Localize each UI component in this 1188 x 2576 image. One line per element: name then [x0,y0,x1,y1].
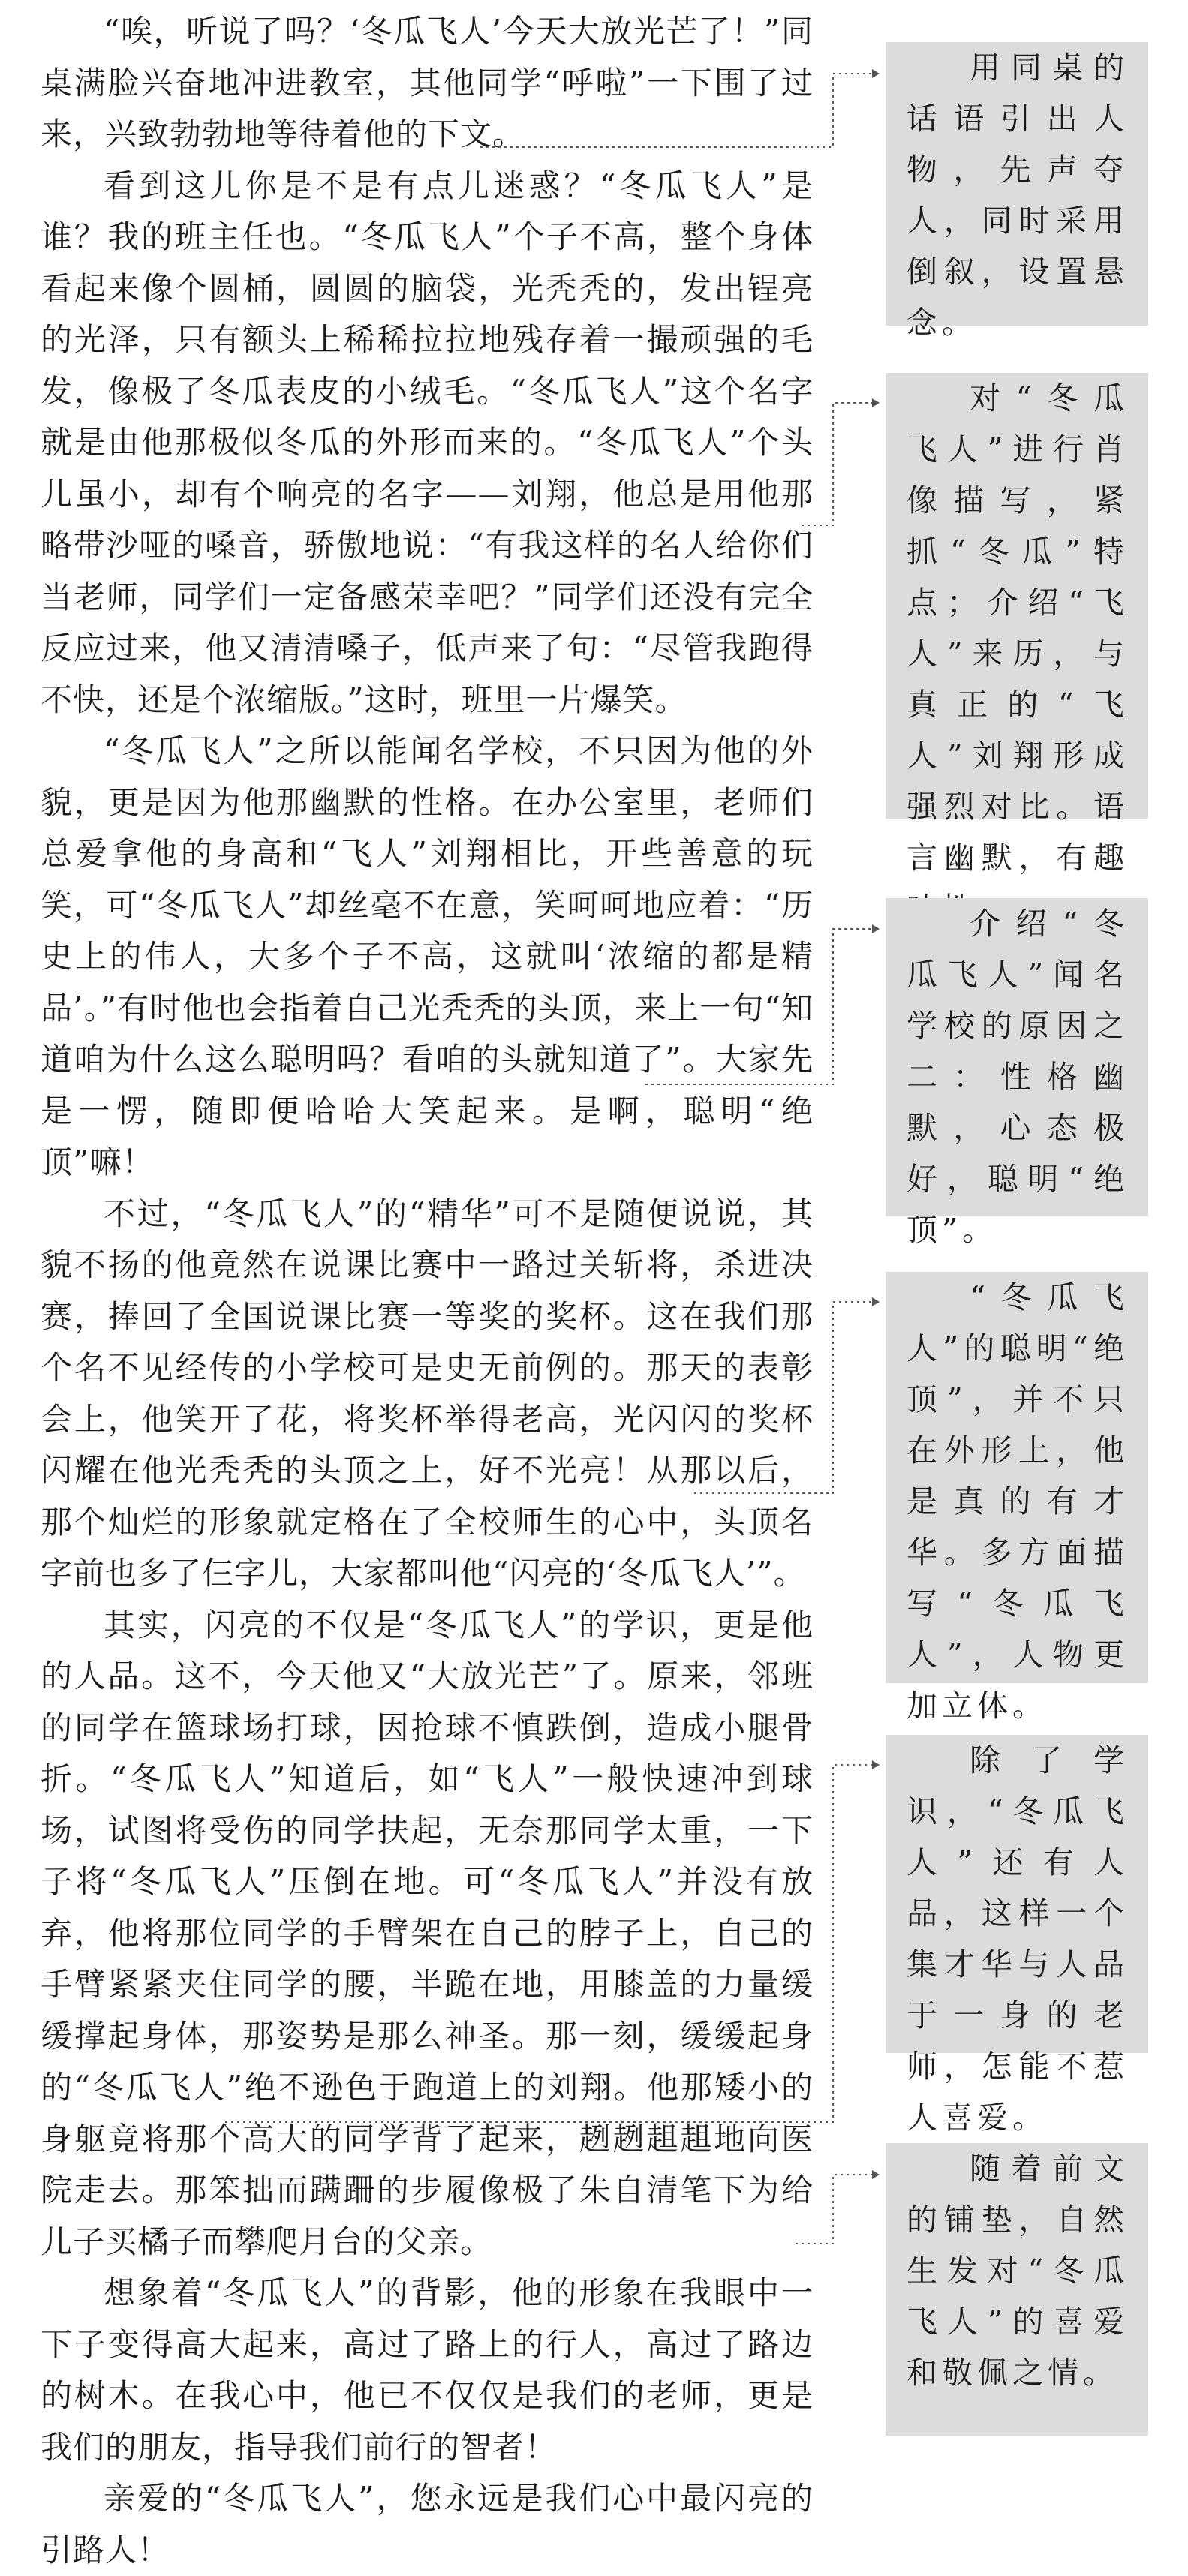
arrowhead-4 [872,1297,880,1306]
arrowhead-5 [872,1760,880,1769]
connector-3 [645,929,877,1084]
annotation-note-text: 随着前文的铺垫，自然生发对“冬瓜飞人”的喜爱和敬佩之情。 [907,2151,1129,2391]
annotation-note-6 [886,2143,1148,2436]
essay-paragraph-3: “冬瓜飞人”之所以能闻名学校，不只因为他的外貌，更是因为他那幽默的性格。在办公室里，老师们总爱拿他的身高和“飞人”刘翔相比，开些善意的玩笑，可“冬瓜飞人”却丝毫不在意，笑呵呵地应着：“历史上的伟人，大多个子不高，这就叫‘浓缩的都是精品’。”有时他也会指着自己光秃秃的头顶，来上一句“知道咱为什么这么聪明吗？看咱的头就知道了”。大家先是一愣，随即便哈哈大笑起来。是啊，聪明“绝顶”嘛！ [41,732,814,1180]
essay-paragraph-7: 亲爱的“冬瓜飞人”，您永远是我们心中最闪亮的引路人！ [41,2480,814,2568]
annotation-note-text: 除了学识，“冬瓜飞人”还有人品，这样一个集才华与人品于一身的老师，怎能不惹人喜爱。 [907,1742,1129,2136]
arrowhead-6 [872,2170,880,2179]
arrowhead-3 [872,924,880,933]
connector-4 [694,1302,877,1493]
essay-paragraph-1: “唉，听说了吗？‘冬瓜飞人’今天大放光芒了！”同桌满脸兴奋地冲进教室，其他同学“呼啦”一下围了过来，兴致勃勃地等待着他的下文。 [41,13,814,152]
essay-paragraph-2: 看到这儿你是不是有点儿迷惑？“冬瓜飞人”是谁？我的班主任也。“冬瓜飞人”个子不高，整个身体看起来像个圆桶，圆圆的脑袋，光秃秃的，发出锃亮的光泽，只有额头上稀稀拉拉地残存着一撮顽强的毛发，像极了冬瓜表皮的小绒毛。“冬瓜飞人”这个名字就是由他那极似冬瓜的外形而来的。“冬瓜飞人”个头儿虽小，却有个响亮的名字——刘翔，他总是用他那略带沙哑的嗓音，骄傲地说：“有我这样的名人给你们当老师，同学们一定备感荣幸吧？”同学们还没有完全反应过来，他又清清嗓子，低声来了句：“尽管我跑得不快，还是个浓缩版。”这时，班里一片爆笑。 [41,167,814,718]
essay-paragraph-5: 其实，闪亮的不仅是“冬瓜飞人”的学识，更是他的人品。这不，今天他又“大放光芒”了。原来，邻班的同学在篮球场打球，因抢球不慎跌倒，造成小腿骨折。“冬瓜飞人”知道后，如“飞人”一般快速冲到球场，试图将受伤的同学扶起，无奈那同学太重，一下子将“冬瓜飞人”压倒在地。可“冬瓜飞人”并没有放弃，他将那位同学的手臂架在自己的脖子上，自己的手臂紧紧夹住同学的腰，半跪在地，用膝盖的力量缓缓撑起身体，那姿势是那么神圣。那一刻，缓缓起身的“冬瓜飞人”绝不逊色于跑道上的刘翔。他那矮小的身躯竟将那个高大的同学背了起来，趔趔趄趄地向医院走去。那笨拙而蹒跚的步履像极了朱自清笔下为给儿子买橘子而攀爬月台的父亲。 [41,1606,814,2260]
connector-5 [225,1765,877,2122]
annotation-note-2 [886,373,1148,876]
annotation-note-text: 介绍“冬瓜飞人”闻名学校的原因之二：性格幽默，心态极好，聪明“绝顶”。 [907,906,1129,1248]
annotation-note-text: 用同桌的话语引出人物，先声夺人，同时采用倒叙，设置悬念。 [907,50,1129,341]
connector-6 [796,2175,877,2244]
annotation-note-4 [886,1272,1148,1724]
arrowhead-2 [872,398,880,407]
annotation-note-3 [886,898,1148,1248]
annotation-note-text: “冬瓜飞人”的聪明“绝顶”，并不只在外形上，他是真的有才华。多方面描写“冬瓜飞人”，人物更加立体。 [907,1279,1129,1724]
essay-paragraph-6: 想象着“冬瓜飞人”的背影，他的形象在我眼中一下子变得高大起来，高过了路上的行人，高过了路边的树木。在我心中，他已不仅仅是我们的老师，更是我们的朋友，指导我们前行的智者！ [41,2274,814,2466]
annotation-note-1 [886,42,1148,341]
annotation-note-5 [886,1735,1148,2136]
connector-2 [802,403,877,525]
annotation-note-text: 对“冬瓜飞人”进行肖像描写，紧抓“冬瓜”特点；介绍“飞人”来历，与真正的“飞人”刘翔形成强烈对比。语言幽默，有趣 [907,380,1129,876]
essay-paragraph-4: 不过，“冬瓜飞人”的“精华”可不是随便说说，其貌不扬的他竟然在说课比赛中一路过关斩将，杀进决赛，捧回了全国说课比赛一等奖的奖杯。这在我们那个名不见经传的小学校可是史无前例的。那天的表彰会上，他笑开了花，将奖杯举得老高，光闪闪的奖杯闪耀在他光秃秃的头顶之上，好不光亮！从那以后，那个灿烂的形象就定格在了全校师生的心中，头顶名字前也多了仨字儿，大家都叫他“闪亮的‘冬瓜飞人’”。 [41,1195,814,1592]
connector-1 [480,74,877,147]
arrowhead-1 [872,69,880,78]
